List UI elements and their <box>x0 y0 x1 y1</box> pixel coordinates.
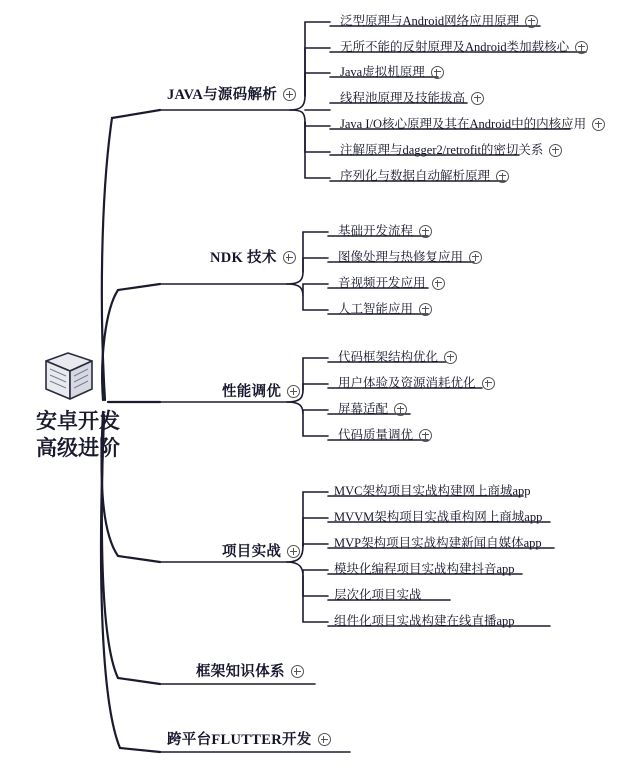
leaf-java-0-label: 泛型原理与Android网络应用原理 <box>340 14 520 28</box>
leaf-ndk-3-label: 人工智能应用 <box>338 302 414 316</box>
leaf-performance-3[interactable] <box>338 425 432 443</box>
leaf-projects-5[interactable] <box>334 611 515 629</box>
branch-ndk-expander[interactable] <box>283 251 296 264</box>
leaf-projects-4-label: 层次化项目实战 <box>334 588 422 602</box>
branch-framework[interactable] <box>196 660 304 681</box>
root-node[interactable] <box>18 408 138 462</box>
leaf-performance-1[interactable] <box>338 373 495 391</box>
leaf-projects-0-label: MVC架构项目实战构建网上商城app <box>334 484 531 498</box>
branch-projects-label: 项目实战 <box>222 544 282 560</box>
leaf-java-5[interactable] <box>340 140 562 158</box>
leaf-java-5-label: 注解原理与dagger2/retrofit的密切关系 <box>340 143 544 157</box>
leaf-java-1[interactable] <box>340 37 588 55</box>
leaf-java-6-expander[interactable] <box>496 170 509 183</box>
leaf-ndk-2[interactable] <box>338 273 445 291</box>
branch-projects[interactable] <box>222 540 300 561</box>
leaf-ndk-0-label: 基础开发流程 <box>338 224 414 238</box>
branch-ndk-label: NDK 技术 <box>210 250 277 266</box>
leaf-java-4-expander[interactable] <box>592 118 605 131</box>
leaf-performance-0-expander[interactable] <box>444 351 457 364</box>
branch-ndk[interactable] <box>210 246 296 267</box>
leaf-projects-1[interactable] <box>334 507 542 525</box>
leaf-performance-3-label: 代码质量调优 <box>338 428 414 442</box>
leaf-performance-1-expander[interactable] <box>482 377 495 390</box>
leaf-projects-4[interactable] <box>334 585 422 603</box>
branch-framework-label: 框架知识体系 <box>196 664 285 680</box>
branch-performance-label: 性能调优 <box>222 384 282 400</box>
leaf-projects-3-label: 模块化编程项目实战构建抖音app <box>334 562 515 576</box>
branch-projects-expander[interactable] <box>287 545 300 558</box>
leaf-java-3-label: 线程池原理及技能拔高 <box>340 91 466 105</box>
leaf-ndk-1[interactable] <box>338 247 482 265</box>
leaf-java-2[interactable] <box>340 62 444 80</box>
leaf-projects-2-label: MVP架构项目实战构建新闻自媒体app <box>334 536 542 550</box>
leaf-java-4-label: Java I/O核心原理及其在Android中的内核应用 <box>340 117 587 131</box>
leaf-projects-1-label: MVVM架构项目实战重构网上商城app <box>334 510 543 524</box>
leaf-java-3[interactable] <box>340 88 484 106</box>
branch-flutter[interactable] <box>167 728 331 749</box>
branch-framework-expander[interactable] <box>291 665 304 678</box>
leaf-projects-5-label: 组件化项目实战构建在线直播app <box>334 614 515 628</box>
leaf-java-4[interactable] <box>340 114 605 132</box>
branch-flutter-expander[interactable] <box>318 733 331 746</box>
leaf-java-2-expander[interactable] <box>431 66 444 79</box>
leaf-java-0[interactable] <box>340 11 538 29</box>
leaf-java-1-expander[interactable] <box>575 41 588 54</box>
branch-java-expander[interactable] <box>283 88 296 101</box>
leaf-ndk-1-label: 图像处理与热修复应用 <box>338 250 464 264</box>
leaf-projects-3[interactable] <box>334 559 515 577</box>
leaf-ndk-0[interactable] <box>338 221 432 239</box>
leaf-java-0-expander[interactable] <box>525 15 538 28</box>
branch-performance-expander[interactable] <box>287 385 300 398</box>
leaf-ndk-2-expander[interactable] <box>432 277 445 290</box>
leaf-java-1-label: 无所不能的反射原理及Android类加载核心 <box>340 40 570 54</box>
leaf-performance-3-expander[interactable] <box>419 429 432 442</box>
leaf-ndk-2-label: 音视频开发应用 <box>338 276 426 290</box>
branch-flutter-label: 跨平台FLUTTER开发 <box>167 732 312 748</box>
leaf-performance-2-expander[interactable] <box>394 403 407 416</box>
leaf-performance-2[interactable] <box>338 399 407 417</box>
leaf-performance-2-label: 屏幕适配 <box>338 402 389 416</box>
leaf-ndk-3[interactable] <box>338 299 432 317</box>
leaf-projects-2[interactable] <box>334 533 542 551</box>
leaf-performance-0-label: 代码框架结构优化 <box>338 350 439 364</box>
leaf-java-2-label: Java虚拟机原理 <box>340 65 425 79</box>
leaf-ndk-1-expander[interactable] <box>469 251 482 264</box>
book-icon <box>40 345 98 403</box>
leaf-performance-1-label: 用户体验及资源消耗优化 <box>338 376 476 390</box>
leaf-java-5-expander[interactable] <box>549 144 562 157</box>
leaf-performance-0[interactable] <box>338 347 457 365</box>
branch-java[interactable] <box>167 83 296 104</box>
root-label-line1: 安卓开发 <box>36 409 120 433</box>
leaf-java-6-label: 序列化与数据自动解析原理 <box>340 169 491 183</box>
leaf-ndk-0-expander[interactable] <box>419 225 432 238</box>
root-label-line2: 高级进阶 <box>36 436 120 460</box>
leaf-java-3-expander[interactable] <box>471 92 484 105</box>
branch-performance[interactable] <box>222 380 300 401</box>
leaf-java-6[interactable] <box>340 166 509 184</box>
leaf-ndk-3-expander[interactable] <box>419 303 432 316</box>
leaf-projects-0[interactable] <box>334 481 531 499</box>
branch-java-label: JAVA与源码解析 <box>167 87 278 103</box>
